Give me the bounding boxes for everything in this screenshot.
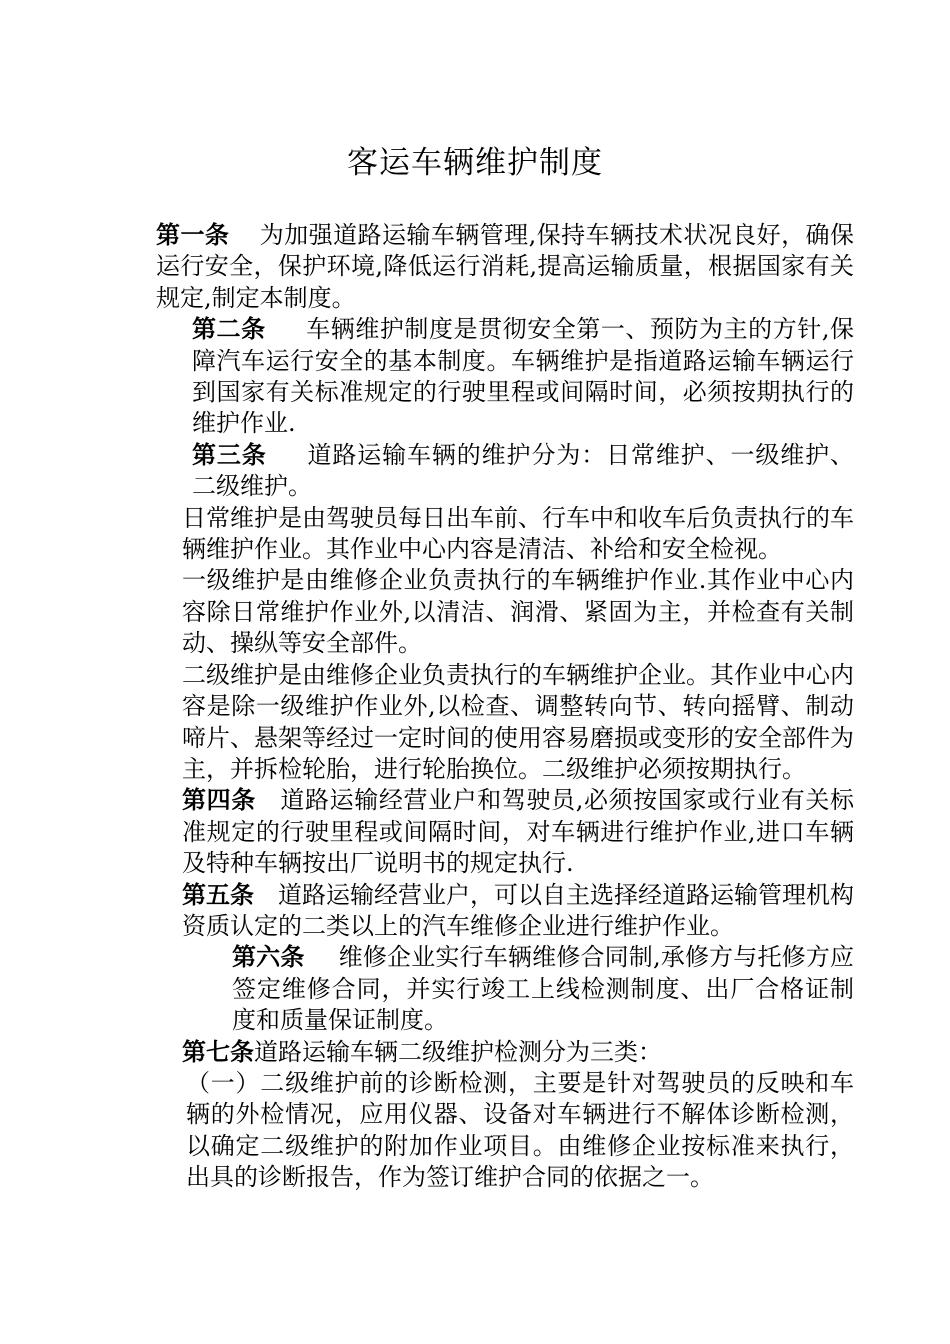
clause-1 — [106, 1068, 854, 1194]
article-5-label: 第五条 — [182, 880, 254, 909]
article-7-text: 道路运输车辆二级维护检测分为三类： — [254, 1037, 662, 1066]
paragraph-daily-maintenance — [106, 503, 854, 566]
article-6-text: 维修企业实行车辆维修合同制,承修方与托修方应签定维修合同，并实行竣工上线检测制度、出厂合格证制度和质量保证制度。 — [232, 943, 854, 1035]
article-4 — [106, 785, 854, 879]
article-7-label: 第七条 — [182, 1037, 254, 1066]
article-4-text: 道路运输经营业户和驾驶员,必须按国家或行业有关标准规定的行驶里程或间隔时间，对车辆进行维护作业,进口车辆及特种车辆按出厂说明书的规定执行. — [182, 786, 854, 878]
daily-maintenance-text: 日常维护是由驾驶员每日出车前、行车中和收车后负责执行的车辆维护作业。其作业中心内容是清洁、补给和安全检视。 — [182, 503, 854, 564]
article-5-text: 道路运输经营业户，可以自主选择经道路运输管理机构资质认定的二类以上的汽车维修企业进行维护作业。 — [182, 880, 854, 940]
article-2-text: 车辆维护制度是贯彻安全第一、预防为主的方针,保障汽车运行安全的基本制度。车辆维护是指道路运输车辆运行到国家有关标准规定的行驶里程或间隔时间，必须按期执行的维护作业. — [192, 315, 855, 438]
level-one-maintenance-text: 一级维护是由维修企业负责执行的车辆维护作业.其作业中心内容除日常维护作业外,以清洁、润滑、紧固为主，并检查有关制动、操纵等安全部件。 — [182, 566, 854, 658]
article-1-text: 为加强道路运输车辆管理,保持车辆技术状况良好，确保运行安全，保护环境,降低运行消耗,提高运输质量，根据国家有关规定,制定本制度。 — [156, 221, 854, 312]
article-7 — [106, 1037, 854, 1068]
document-title: 客运车辆维护制度 — [347, 145, 603, 181]
document-body — [106, 220, 854, 1194]
article-3-text: 道路运输车辆的维护分为：日常维护、一级维护、二级维护。 — [192, 440, 854, 501]
article-6-label: 第六条 — [232, 943, 305, 972]
paragraph-level-one-maintenance — [106, 565, 854, 659]
article-3 — [106, 440, 854, 503]
article-4-label: 第四条 — [182, 786, 256, 815]
level-two-maintenance-text: 二级维护是由维修企业负责执行的车辆维护企业。其作业中心内容是除一级维护作业外,以检查、调整转向节、转向摇臂、制动啼片、悬架等经过一定时间的使用容易磨损或变形的安全部件为主，并拆检轮胎，进行轮胎换位。二级维护必须按期执行。 — [182, 660, 854, 783]
article-1 — [106, 220, 854, 314]
article-6 — [106, 942, 854, 1036]
clause-1-text: （一）二级维护前的诊断检测，主要是针对驾驶员的反映和车辆的外检情况，应用仪器、设备对车辆进行不解体诊断检测，以确定二级维护的附加作业项目。由维修企业按标准来执行，出具的诊断报告，作为签订维护合同的依据之一。 — [186, 1068, 854, 1192]
article-1-label: 第一条 — [156, 221, 230, 249]
article-2-label: 第二条 — [192, 315, 266, 344]
article-3-label: 第三条 — [192, 440, 267, 469]
article-5 — [106, 880, 854, 943]
paragraph-level-two-maintenance — [106, 660, 854, 786]
article-2 — [106, 314, 854, 440]
